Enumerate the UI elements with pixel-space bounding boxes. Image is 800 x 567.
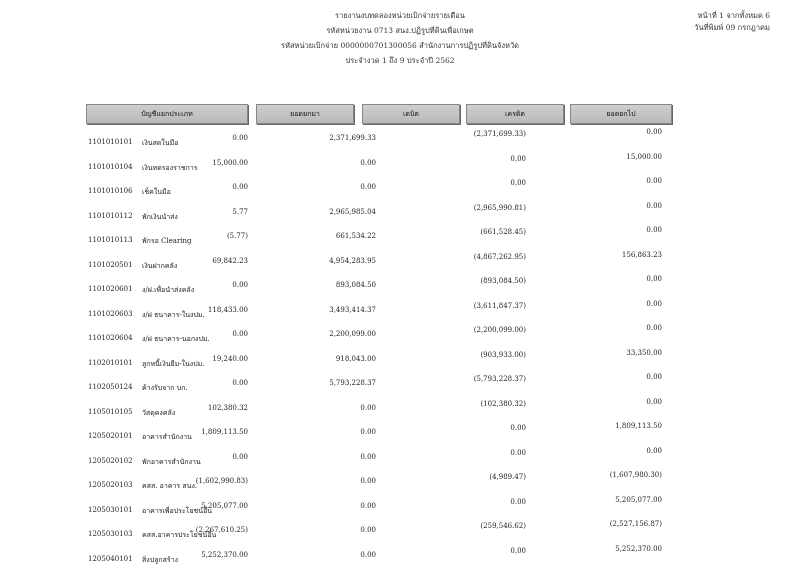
credit-amount: 0.00 — [510, 424, 526, 432]
account-name: คสส. อาคาร สนง. — [142, 481, 197, 492]
opening-balance: 5,252,370.00 — [201, 551, 248, 559]
trial-balance-table — [86, 104, 676, 567]
page-number: หน้าที่ 1 จากทั้งหมด 6 — [698, 10, 770, 22]
credit-amount: (3,611,847.37) — [474, 302, 526, 310]
debit-amount: 2,371,699.33 — [329, 134, 376, 142]
closing-balance: 0.00 — [646, 398, 662, 406]
table-row — [86, 371, 676, 396]
opening-balance: 19,240.00 — [212, 355, 248, 363]
credit-amount: (903,933.00) — [480, 351, 526, 359]
table-row — [86, 151, 676, 176]
account-name: พักอาคารสำนักงาน — [142, 457, 201, 468]
account-name: สิ่งปลูกสร้าง — [142, 555, 178, 566]
account-name: พักเงินนำส่ง — [142, 212, 178, 223]
closing-balance: 0.00 — [646, 324, 662, 332]
credit-amount: (893,084.50) — [480, 277, 526, 285]
table-row — [86, 396, 676, 421]
table-row — [86, 200, 676, 225]
opening-balance: 15,000.00 — [212, 159, 248, 167]
opening-balance: (2,267,610.25) — [196, 526, 248, 534]
account-code: 1102050124 — [88, 383, 133, 391]
credit-amount: (2,965,990.81) — [474, 204, 526, 212]
account-code: 1101010112 — [88, 212, 133, 220]
credit-amount: 0.00 — [510, 547, 526, 555]
opening-balance: 0.00 — [232, 330, 248, 338]
credit-amount: 0.00 — [510, 179, 526, 187]
account-code: 1101020604 — [88, 334, 133, 342]
closing-balance: 0.00 — [646, 373, 662, 381]
debit-amount: 661,534.22 — [336, 232, 376, 240]
account-name: เงินสดในมือ — [142, 138, 178, 149]
credit-amount: (2,371,699.33) — [474, 130, 526, 138]
account-name: พักรอ Clearing — [142, 236, 192, 247]
closing-balance: 0.00 — [646, 226, 662, 234]
table-body — [86, 126, 676, 567]
account-code: 1205020102 — [88, 457, 133, 465]
account-name: ง/ฝ.เพื่อนำส่งคลัง — [142, 285, 194, 296]
table-row — [86, 494, 676, 519]
closing-balance: 0.00 — [646, 447, 662, 455]
opening-balance: 0.00 — [232, 281, 248, 289]
account-name: อาคารเพื่อประโยชน์อื่น — [142, 506, 212, 517]
account-name: ง/ฝ ธนาคาร-ในงปม. — [142, 310, 205, 321]
agency-code: รหัสหน่วยงาน 0713 สนง.ปฏิรูปที่ดินเพื่อเกษต — [0, 25, 800, 37]
account-code: 1101020601 — [88, 285, 133, 293]
debit-amount: 0.00 — [360, 404, 376, 412]
table-row — [86, 347, 676, 372]
opening-balance: 102,380.32 — [208, 404, 248, 412]
column-header-closing: ยอดยกไป — [570, 104, 672, 124]
column-header-credit: เครดิต — [466, 104, 564, 124]
debit-amount: 5,793,228.37 — [329, 379, 376, 387]
credit-amount: (5,793,228.37) — [474, 375, 526, 383]
table-row — [86, 469, 676, 494]
disbursement-unit: รหัสหน่วยเบิกจ่าย 0000000701300056 สำนักงานการปฏิรูปที่ดินจังหวัด — [0, 40, 800, 52]
debit-amount: 0.00 — [360, 502, 376, 510]
column-header-opening: ยอดยกมา — [256, 104, 354, 124]
opening-balance: 0.00 — [232, 379, 248, 387]
credit-amount: (661,528.45) — [480, 228, 526, 236]
debit-amount: 4,954,283.95 — [329, 257, 376, 265]
debit-amount: 0.00 — [360, 453, 376, 461]
account-code: 1101010106 — [88, 187, 133, 195]
debit-amount: 0.00 — [360, 526, 376, 534]
table-row — [86, 420, 676, 445]
opening-balance: 5.77 — [232, 208, 248, 216]
account-code: 1102010101 — [88, 359, 133, 367]
account-code: 1205030101 — [88, 506, 133, 514]
credit-amount: (102,380.32) — [480, 400, 526, 408]
table-row — [86, 249, 676, 274]
debit-amount: 0.00 — [360, 551, 376, 559]
account-name: เช็คในมือ — [142, 187, 171, 198]
column-header-account: บัญชีแยกประเภท — [86, 104, 248, 124]
table-row — [86, 445, 676, 470]
account-code: 1205020101 — [88, 432, 133, 440]
credit-amount: 0.00 — [510, 498, 526, 506]
account-name: คสส.อาคารประโยชน์อื่น — [142, 530, 216, 541]
debit-amount: 893,084.50 — [336, 281, 376, 289]
table-row — [86, 322, 676, 347]
opening-balance: 1,809,113.50 — [201, 428, 248, 436]
table-row — [86, 543, 676, 567]
opening-balance: 0.00 — [232, 183, 248, 191]
opening-balance: 0.00 — [232, 453, 248, 461]
closing-balance: 0.00 — [646, 177, 662, 185]
account-code: 1101010113 — [88, 236, 133, 244]
debit-amount: 0.00 — [360, 428, 376, 436]
account-name: ลูกหนี้เงินยืม-ในงปม. — [142, 359, 205, 370]
debit-amount: 0.00 — [360, 159, 376, 167]
account-code: 1101020603 — [88, 310, 133, 318]
opening-balance: 5,205,077.00 — [201, 502, 248, 510]
closing-balance: 0.00 — [646, 275, 662, 283]
account-name: เงินทดรองราชการ — [142, 163, 198, 174]
period: ประจำงวด 1 ถึง 9 ประจำปี 2562 — [0, 55, 800, 67]
closing-balance: 5,252,370.00 — [615, 545, 662, 553]
closing-balance: 1,809,113.50 — [615, 422, 662, 430]
opening-balance: (5.77) — [227, 232, 248, 240]
debit-amount: 918,043.00 — [336, 355, 376, 363]
opening-balance: (1,602,990.83) — [196, 477, 248, 485]
account-code: 1101010101 — [88, 138, 133, 146]
table-row — [86, 224, 676, 249]
account-name: เงินฝากคลัง — [142, 261, 177, 272]
closing-balance: 33,350.00 — [626, 349, 662, 357]
report-title: รายงานงบทดลองหน่วยเบิกจ่ายรายเดือน — [0, 10, 800, 22]
account-name: วัสดุคงคลัง — [142, 408, 175, 419]
account-code: 1101020501 — [88, 261, 133, 269]
credit-amount: (2,200,099.00) — [474, 326, 526, 334]
opening-balance: 0.00 — [232, 134, 248, 142]
debit-amount: 0.00 — [360, 477, 376, 485]
table-row — [86, 518, 676, 543]
debit-amount: 2,965,985.04 — [329, 208, 376, 216]
table-row — [86, 126, 676, 151]
debit-amount: 0.00 — [360, 183, 376, 191]
closing-balance: 5,205,077.00 — [615, 496, 662, 504]
closing-balance: 15,000.00 — [626, 153, 662, 161]
closing-balance: (1,607,980.30) — [610, 471, 662, 479]
account-code: 1205040101 — [88, 555, 133, 563]
closing-balance: (2,527,156.87) — [610, 520, 662, 528]
debit-amount: 2,200,099.00 — [329, 330, 376, 338]
opening-balance: 118,433.00 — [208, 306, 248, 314]
account-code: 1205030103 — [88, 530, 133, 538]
closing-balance: 0.00 — [646, 128, 662, 136]
table-row — [86, 273, 676, 298]
opening-balance: 69,842.23 — [212, 257, 248, 265]
credit-amount: (4,989.47) — [489, 473, 526, 481]
account-name: ง/ฝ ธนาคาร-นอกงปม. — [142, 334, 210, 345]
account-code: 1105010105 — [88, 408, 133, 416]
print-date: วันที่พิมพ์ 09 กรกฎาคม — [694, 22, 770, 34]
table-header-row — [86, 104, 676, 126]
table-row — [86, 298, 676, 323]
table-row — [86, 175, 676, 200]
closing-balance: 0.00 — [646, 202, 662, 210]
account-name: ค้างรับจาก บก. — [142, 383, 188, 394]
column-header-debit: เดบิต — [362, 104, 460, 124]
closing-balance: 156,863.23 — [622, 251, 662, 259]
account-code: 1101010104 — [88, 163, 133, 171]
credit-amount: (259,546.62) — [480, 522, 526, 530]
closing-balance: 0.00 — [646, 300, 662, 308]
debit-amount: 3,493,414.37 — [329, 306, 376, 314]
account-name: อาคารสำนักงาน — [142, 432, 192, 443]
credit-amount: (4,867,262.95) — [474, 253, 526, 261]
credit-amount: 0.00 — [510, 449, 526, 457]
credit-amount: 0.00 — [510, 155, 526, 163]
account-code: 1205020103 — [88, 481, 133, 489]
